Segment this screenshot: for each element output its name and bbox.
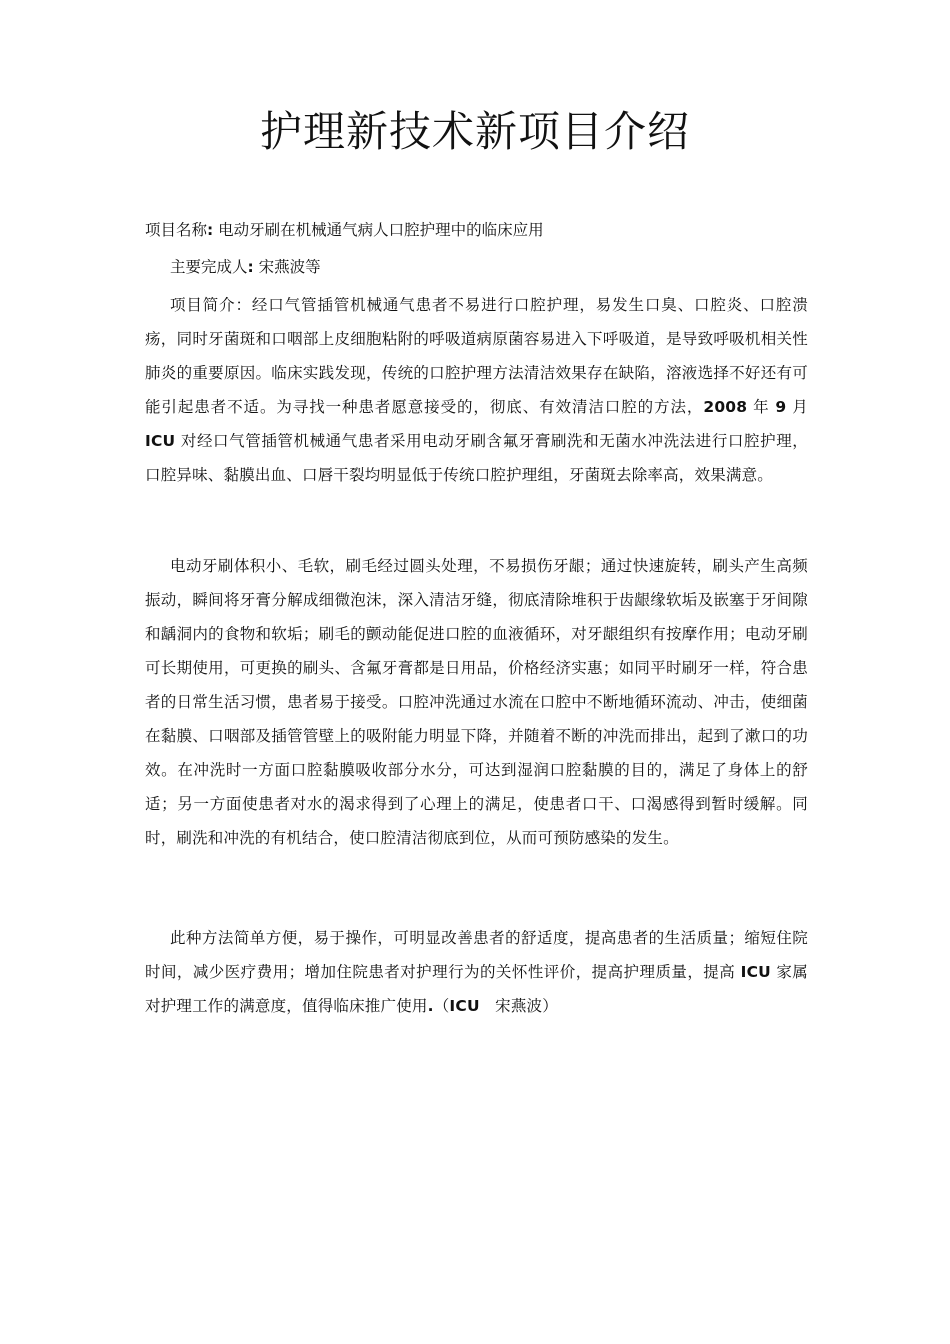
paragraph3-text2: 家属对护理工作的满意度，值得临床推广使用 [145, 963, 808, 1015]
project-name-line [145, 218, 544, 242]
intro-unit: ICU [145, 432, 176, 450]
intro-month: 9 [775, 398, 787, 416]
project-name-separator: : [207, 221, 214, 239]
body-paragraph-3 [145, 921, 808, 1023]
document-title: 护理新技术新项目介绍 [259, 107, 690, 156]
intro-text-part2: 对经口气管插管机械通气患者采用电动牙刷含氟牙膏刷洗和无菌水冲洗法进行口腔护理，口腔异味、黏膜出血、口唇干裂均明显低于传统口腔护理组，牙菌斑去除率高，效果满意。 [145, 432, 808, 484]
signature-name: 宋燕波 [495, 997, 543, 1015]
project-name-key: 项目名称 [145, 221, 208, 239]
project-name-value: 电动牙刷在机械通气病人口腔护理中的临床应用 [218, 221, 544, 239]
intro-month-unit: 月 [792, 398, 808, 416]
intro-year: 2008 [703, 398, 748, 416]
author-separator: : [247, 258, 254, 276]
signature-open-paren: （ [433, 997, 450, 1015]
intro-paragraph [145, 288, 808, 492]
paragraph3-unit: ICU [740, 963, 771, 981]
paragraph3-text: 此种方法简单方便，易于操作，可明显改善患者的舒适度，提高患者的生活质量；缩短住院时间，减少医疗费用；增加住院患者对护理行为的关怀性评价，提高护理质量，提高 [145, 929, 808, 981]
author-line [170, 255, 321, 279]
intro-year-unit: 年 [753, 398, 770, 416]
signature-unit: ICU [449, 997, 480, 1015]
intro-text-part1: 项目简介：经口气管插管机械通气患者不易进行口腔护理，易发生口臭、口腔炎、口腔溃疡，同时牙菌斑和口咽部上皮细胞粘附的呼吸道病原菌容易进入下呼吸道，是导致呼吸机相关性肺炎的重要原因。临床实践发现，传统的口腔护理方法清洁效果存在缺陷，溶液选择不好还有可能引起患者不适。为寻找一种患者愿意接受的，彻底、有效清洁口腔的方法， [145, 296, 808, 416]
author-value: 宋燕波等 [258, 258, 321, 276]
signature-close-paren: ） [542, 997, 558, 1015]
author-key: 主要完成人 [170, 258, 248, 276]
body-paragraph-2: 电动牙刷体积小、毛软，刷毛经过圆头处理，不易损伤牙龈；通过快速旋转，刷头产生高频振动，瞬间将牙膏分解成细微泡沫，深入清洁牙缝，彻底清除堆积于齿龈缘软垢及嵌塞于牙间隙和龋洞内的食物和软垢；刷毛的颤动能促进口腔的血液循环，对牙龈组织有按摩作用；电动牙刷可长期使用，可更换的刷头、含氟牙膏都是日用品，价格经济实惠；如同平时刷牙一样，符合患者的日常生活习惯，患者易于接受。口腔冲洗通过水流在口腔中不断地循环流动、冲击，使细菌在黏膜、口咽部及插管管壁上的吸附能力明显下降，并随着不断的冲洗而排出，起到了漱口的功效。在冲洗时一方面口腔黏膜吸收部分水分，可达到湿润口腔黏膜的目的，满足了身体上的舒适；另一方面使患者对水的渴求得到了心理上的满足，使患者口干、口渴感得到暂时缓解。同时，刷洗和冲洗的有机结合，使口腔清洁彻底到位，从而可预防感染的发生。 [145, 557, 808, 847]
paragraph3-period: . [427, 997, 434, 1015]
